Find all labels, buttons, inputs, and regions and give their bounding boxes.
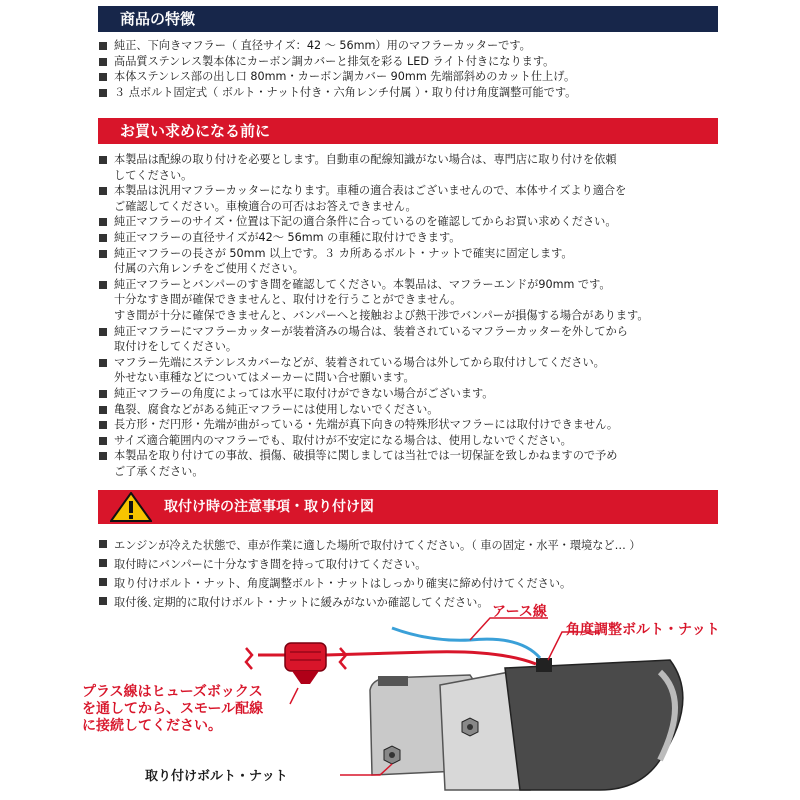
bullet-item-continuation: 取付けをしてください。 xyxy=(114,340,238,354)
bullet-item: 純正マフラーの角度によっては水平に取付けができない場合がございます。 xyxy=(98,386,718,402)
ground-wire-label: アース線 xyxy=(492,604,547,620)
angle-bolt-nut xyxy=(462,718,478,736)
bullet-item-continuation: してください。 xyxy=(114,168,193,182)
bullet-item: 本製品を取り付けての事故、損傷、破損等に関しましては当社では一切保証を致しかねますので予め xyxy=(98,448,718,464)
bullet-item-continuation: 十分なすき間が確保できませんと、取付けを行うことができません。 xyxy=(114,293,462,307)
bullet-item: ３ 点ボルト固定式（ ボルト・ナット付き・六角レンチ付属 ）・取り付け角度調整可能です。 xyxy=(98,85,718,101)
bullet-item: 取付後､定期的に取付けボルト・ナットに緩みがないか確認してください。 xyxy=(98,593,718,612)
before-purchase-title: お買い求めになる前に xyxy=(120,122,271,140)
led-connector xyxy=(536,658,552,672)
bullet-item: 本体ステンレス部の出し口 80mm・カーボン調カバー 90mm 先端部斜めのカット仕上げ。 xyxy=(98,69,718,85)
bullet-item: 取付時にバンパーに十分なすき間を持って取付けてください。 xyxy=(98,555,718,574)
fuse-box-icon xyxy=(285,643,326,684)
bullet-item: 純正マフラーの長さが 50mm 以上です。３ カ所あるボルト・ナットで確実に固定します。 xyxy=(98,246,718,262)
warning-triangle-icon xyxy=(110,492,152,522)
bullet-item-continuation: すき間が十分に確保できませんと、バンパーへと接触および熱干渉でバンパーが損傷する場合があります。 xyxy=(114,308,649,322)
carbon-cover xyxy=(505,660,683,790)
ground-wire-leader xyxy=(470,618,548,640)
plus-wire-note-line: プラス線はヒューズボックス xyxy=(82,684,263,700)
before-purchase-header xyxy=(98,118,718,144)
before-purchase-list xyxy=(98,152,718,479)
features-list xyxy=(98,38,718,100)
bullet-item: エンジンが冷えた状態で、車が作業に適した場所で取付けてください。（ 車の固定・水平・環境など… ） xyxy=(98,536,718,555)
bullet-item: 純正マフラーにマフラーカッターが装着済みの場合は、装着されているマフラーカッターを外してから xyxy=(98,324,718,340)
mount-bolt-label: 取り付けボルト・ナット xyxy=(145,769,288,784)
install-title: 取付け時の注意事項・取り付け図 xyxy=(164,499,374,515)
bullet-item: 純正マフラーの直径サイズが42～ 56mm の車種に取付けできます。 xyxy=(98,230,718,246)
bullet-item-continuation: 付属の六角レンチをご使用ください。 xyxy=(114,262,304,276)
mount-bolt-nut xyxy=(384,746,400,764)
bullet-item: 長方形・だ円形・先端が曲がっている・先端が真下向きの特殊形状マフラーには取付けできません。 xyxy=(98,417,718,433)
bullet-item: マフラー先端にステンレスカバーなどが、装着されている場合は外してから取付けしてください。 xyxy=(98,355,718,371)
bullet-item: 亀裂、腐食などがある純正マフラーには使用しないでください。 xyxy=(98,402,718,418)
angle-bolt-label: 角度調整ボルト・ナット xyxy=(566,622,720,638)
bullet-item: 純正マフラーのサイズ・位置は下記の適合条件に合っているのを確認してからお買い求めください。 xyxy=(98,214,718,230)
bullet-item: 純正、下向きマフラー（ 直径サイズ：42 ～ 56mm）用のマフラーカッターです。 xyxy=(98,38,718,54)
bullet-item: 純正マフラーとバンパーのすき間を確認してください。本製品は、マフラーエンドが90mm です。 xyxy=(98,277,718,293)
wire-break-left xyxy=(246,648,252,669)
bullet-item-continuation: ご了承ください。 xyxy=(114,464,204,478)
plus-wire-note xyxy=(82,684,263,735)
bullet-item-continuation: 外せない車種などについてはメーカーに問い合せ願います。 xyxy=(114,371,415,385)
features-title: 商品の特徴 xyxy=(120,10,196,28)
bullet-item-continuation: ご確認してください。車検適合の可否はお答えできません。 xyxy=(114,199,417,213)
plus-wire-note-line: に接続してください。 xyxy=(82,718,222,734)
install-header xyxy=(98,490,718,524)
bullet-item: サイズ適合範囲内のマフラーでも、取付けが不安定になる場合は、使用しないでください。 xyxy=(98,433,718,449)
wire-break-right xyxy=(340,648,346,669)
plus-wire-leader xyxy=(290,688,298,704)
bullet-item: 本製品は汎用マフラーカッターになります。車種の適合表はございませんので、本体サイズより適合を xyxy=(98,183,718,199)
bullet-item: 高品質ステンレス製本体にカーボン調カバーと排気を彩る LED ライト付きになります。 xyxy=(98,54,718,70)
plus-wire-note-line: を通してから、スモール配線 xyxy=(82,701,264,717)
bullet-item: 取り付けボルト・ナット、角度調整ボルト・ナットはしっかり確実に締め付けてください。 xyxy=(98,574,718,593)
muffler-bracket xyxy=(378,676,408,686)
features-header xyxy=(98,6,718,32)
bullet-item: 本製品は配線の取り付けを必要とします。自動車の配線知識がない場合は、専門店に取り付けを依頼 xyxy=(98,152,718,168)
